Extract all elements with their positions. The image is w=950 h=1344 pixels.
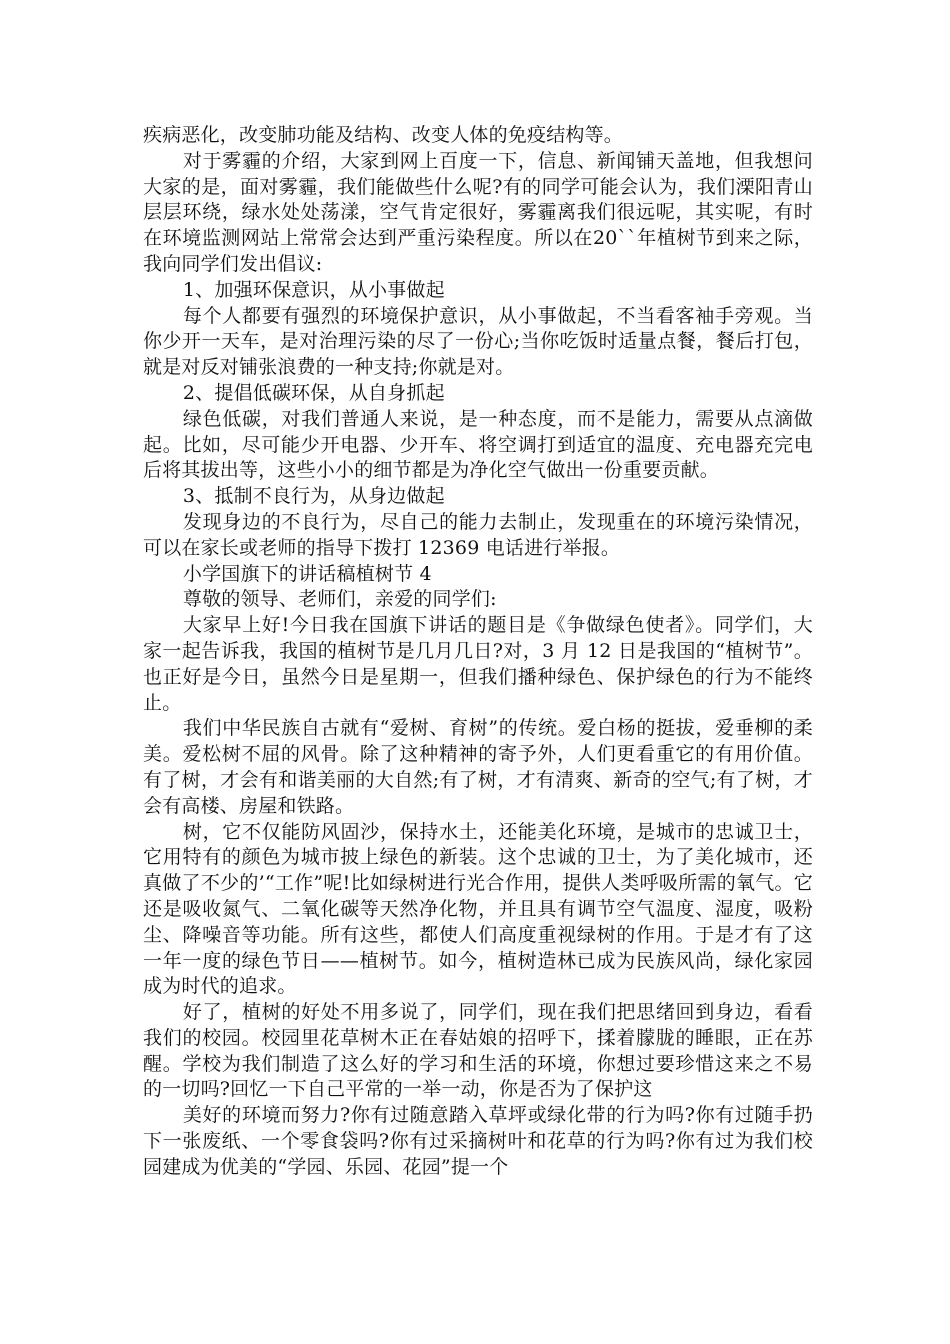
paragraph: 对于雾霾的介绍，大家到网上百度一下，信息、新闻铺天盖地，但我想问大家的是，面对雾霾，我们能做些什么呢?有的同学可能会认为，我们溧阳青山层层环绕，绿水处处荡漾，空气肯定很好，雾霾离我们很远呢，其实呢，有时在环境监测网站上常常会达到严重污染程度。所以在20``年植树节到来之际，我向同学们发出倡议: bbox=[143, 149, 813, 275]
paragraph: 1、加强环保意识，从小事做起 bbox=[182, 278, 445, 301]
paragraph: 美好的环境而努力?你有过随意踏入草坪或绿化带的行为吗?你有过随手扔下一张废纸、一个零食袋吗?你有过采摘树叶和花草的行为吗?你有过为我们校园建成为优美的“学园、乐园、花园”提一个 bbox=[143, 1104, 813, 1178]
paragraph: 我们中华民族自古就有“爱树、育树”的传统。爱白杨的挺拔，爱垂柳的柔美。爱松树不屈的风骨。除了这种精神的寄予外，人们更看重它的有用价值。有了树，才会有和谐美丽的大自然;有了树，才有清爽、新奇的空气;有了树，才会有高楼、房屋和铁路。 bbox=[143, 717, 813, 817]
paragraph: 小学国旗下的讲话稿植树节 4 bbox=[182, 562, 432, 585]
paragraph: 2、提倡低碳环保，从自身抓起 bbox=[182, 381, 445, 404]
paragraph: 发现身边的不良行为，尽自己的能力去制止，发现重在的环境污染情况，可以在家长或老师的指导下拨打 12369 电话进行举报。 bbox=[143, 510, 813, 559]
paragraph: 尊敬的领导、老师们，亲爱的同学们: bbox=[182, 588, 497, 611]
paragraph: 好了，植树的好处不用多说了，同学们，现在我们把思绪回到身边，看看我们的校园。校园里花草树木正在春姑娘的招呼下，揉着朦胧的睡眼，正在苏醒。学校为我们制造了这么好的学习和生活的环境，你想过要珍惜这来之不易的一切吗?回忆一下自己平常的一举一动，你是否为了保护这 bbox=[143, 1001, 813, 1101]
paragraph: 疾病恶化，改变肺功能及结构、改变人体的免疫结构等。 bbox=[143, 124, 624, 146]
paragraph: 大家早上好!今日我在国旗下讲话的题目是《争做绿色使者》。同学们，大家一起告诉我，我国的植树节是几月几日?对，3 月 12 日是我国的“植树节”。也正好是今日，虽然今日是星期一，但我们播种绿色、保护绿色的行为不能终止。 bbox=[143, 614, 813, 714]
document-body bbox=[143, 123, 813, 1181]
paragraph: 绿色低碳，对我们普通人来说，是一种态度，而不是能力，需要从点滴做起。比如，尽可能少开电器、少开车、将空调打到适宜的温度、充电器充完电后将其拔出等，这些小小的细节都是为净化空气做出一份重要贡献。 bbox=[143, 407, 813, 482]
paragraph: 3、抵制不良行为，从身边做起 bbox=[182, 485, 445, 508]
paragraph: 树，它不仅能防风固沙，保持水土，还能美化环境，是城市的忠诚卫士，它用特有的颜色为城市披上绿色的新装。这个忠诚的卫士，为了美化城市，还真做了不少的’“工作”呢!比如绿树进行光合作用，提供人类呼吸所需的氧气。它还是吸收氮气、二氧化碳等天然净化物，并且具有调节空气温度、湿度，吸粉尘、降噪音等功能。所有这些，都使人们高度重视绿树的作用。于是才有了这一年一度的绿色节日——植树节。如今，植树造林已成为民族风尚，绿化家园成为时代的追求。 bbox=[143, 820, 813, 998]
paragraph: 每个人都要有强烈的环境保护意识，从小事做起，不当看客袖手旁观。当你少开一天车，是对治理污染的尽了一份心;当你吃饭时适量点餐，餐后打包，就是对反对铺张浪费的一种支持;你就是对。 bbox=[143, 304, 813, 379]
